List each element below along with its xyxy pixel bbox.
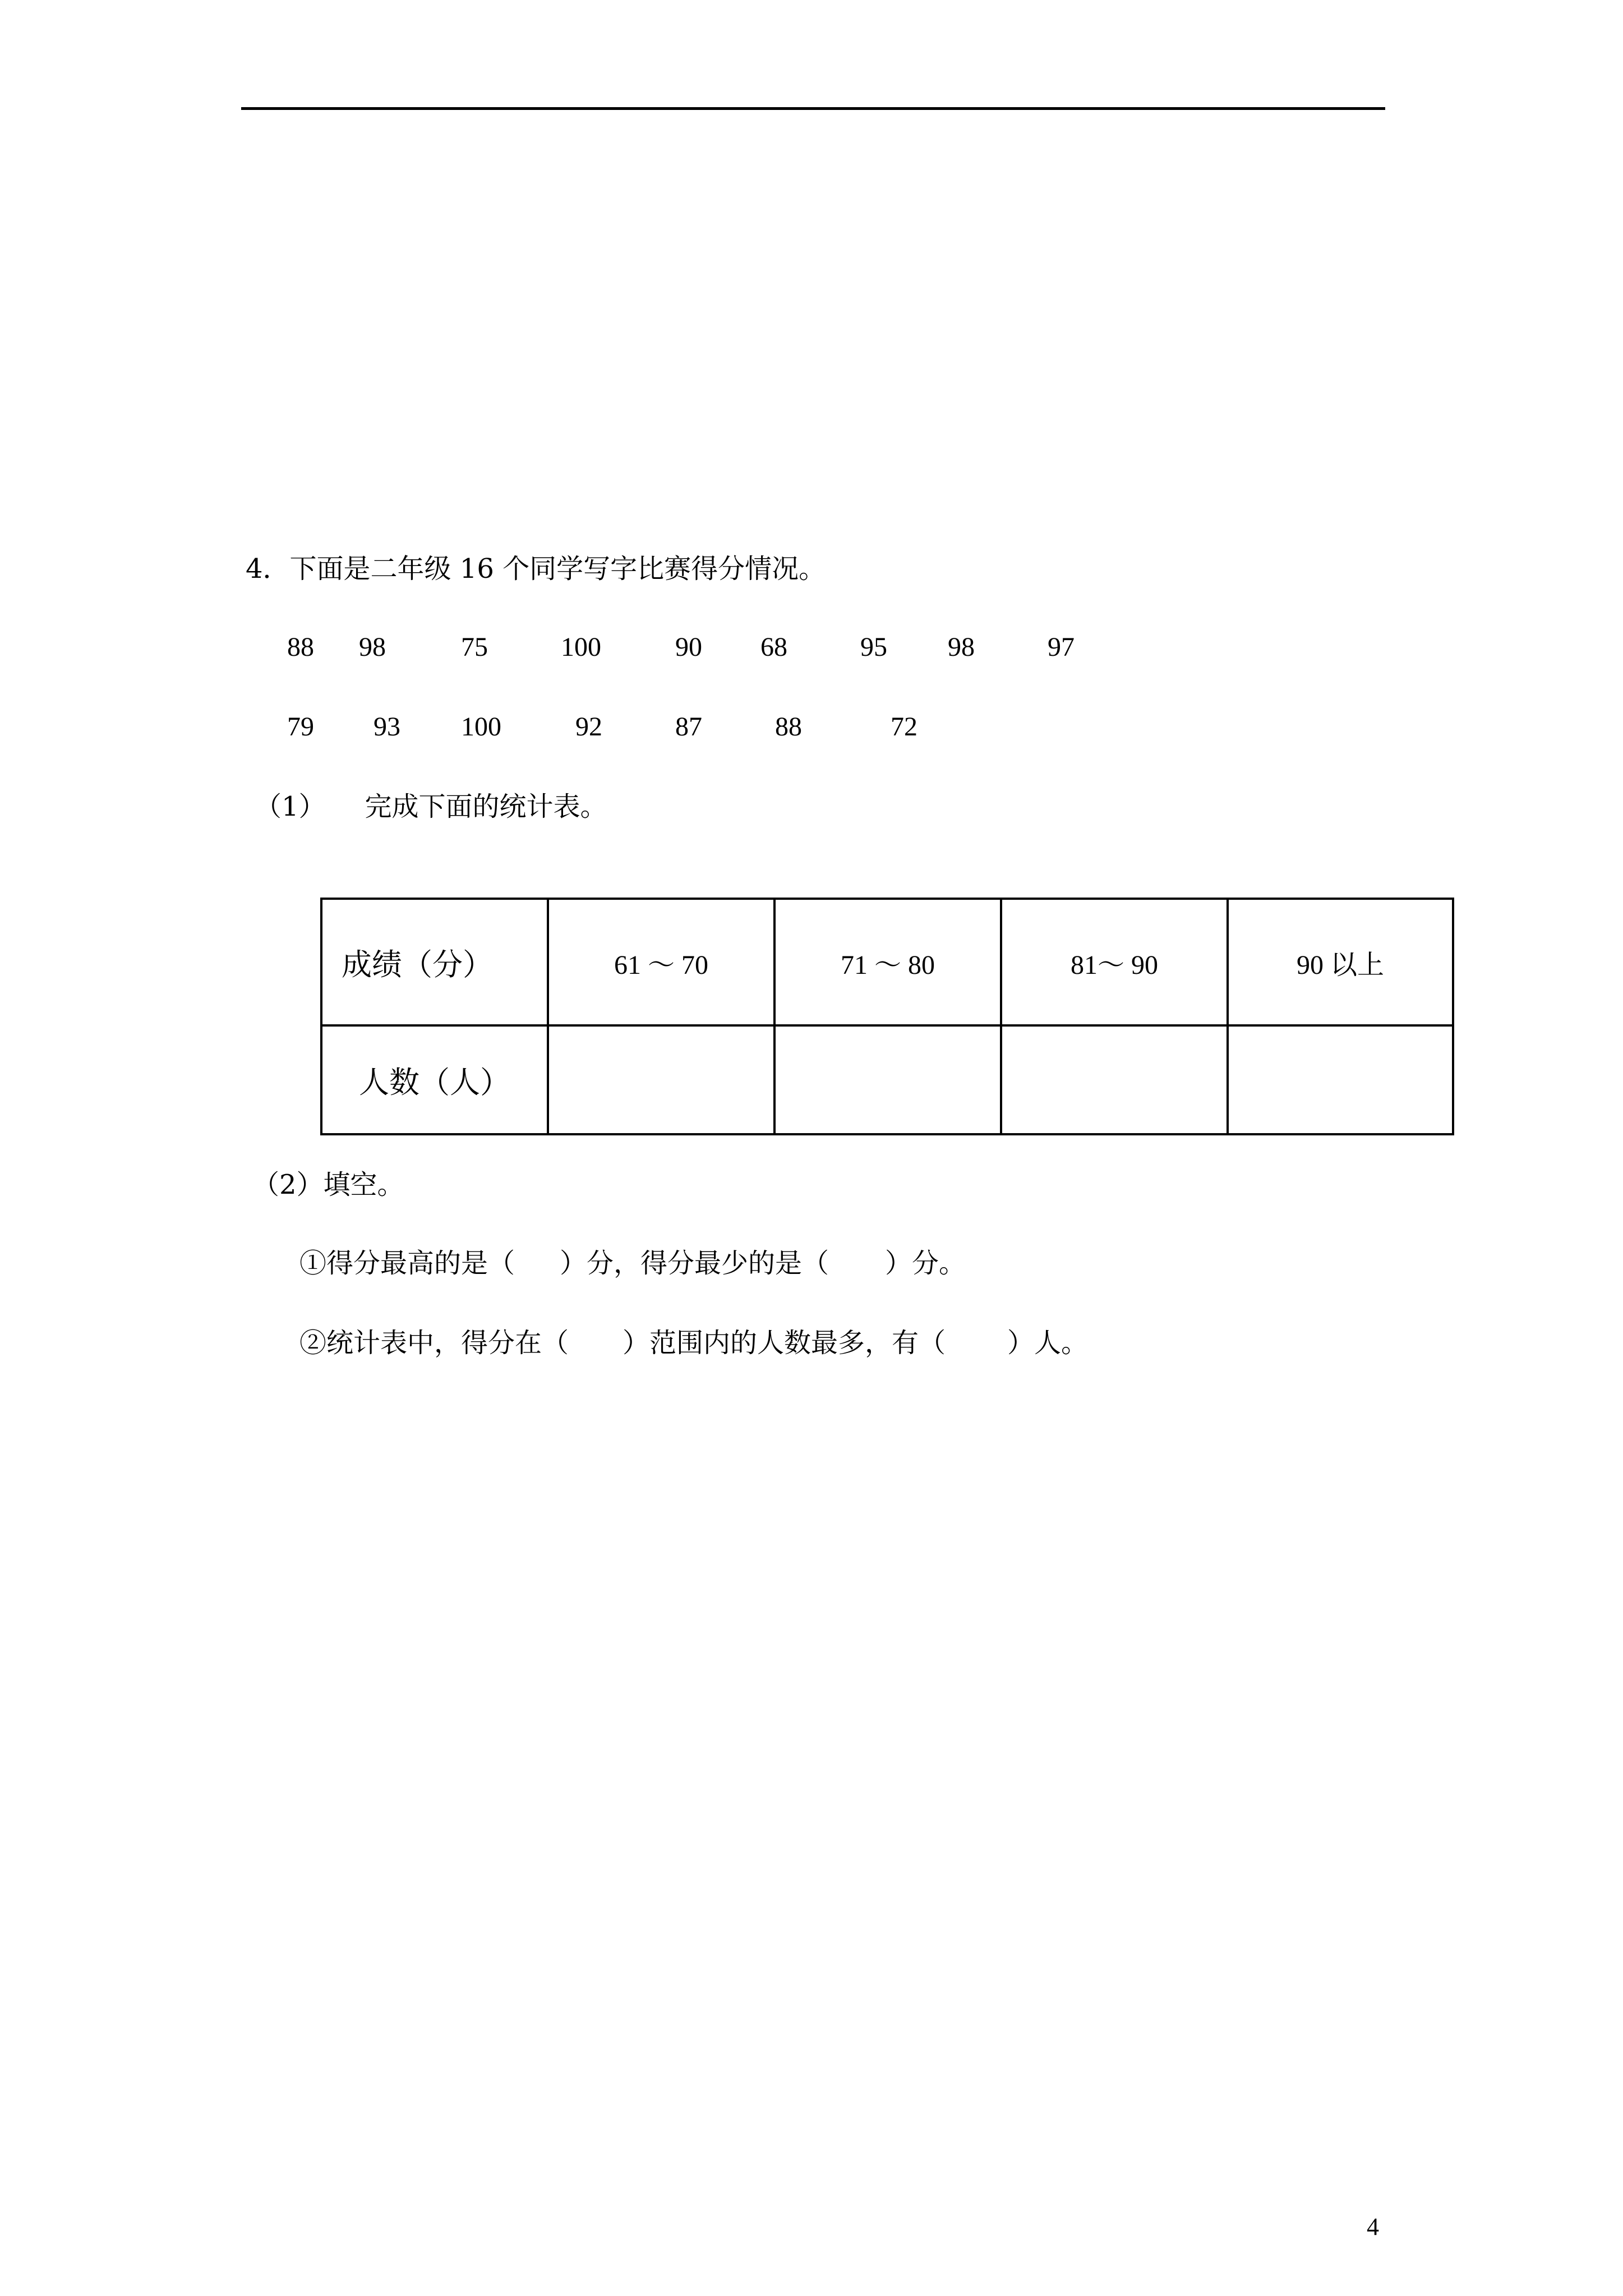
count-cell <box>1228 1025 1453 1134</box>
stats-table <box>320 898 1454 1135</box>
part1-heading <box>255 790 607 823</box>
part2-label: （2） <box>252 1169 324 1200</box>
score-value: 68 <box>760 632 787 662</box>
score-value: 100 <box>461 712 501 742</box>
score-value: 75 <box>461 632 488 662</box>
score-value: 72 <box>891 712 917 742</box>
score-value: 98 <box>359 632 386 662</box>
question-number: 4． <box>246 553 290 585</box>
table-row <box>321 1025 1453 1134</box>
page-number: 4 <box>1367 2213 1379 2240</box>
fill-blank-2-part-b: ）范围内的人数最多，有（ <box>623 1327 946 1359</box>
question-title <box>246 552 826 586</box>
question-text: 下面是二年级 16 个同学写字比赛得分情况。 <box>289 553 826 585</box>
score-value: 95 <box>860 632 887 662</box>
fill-blank-1 <box>299 1246 966 1280</box>
score-value: 97 <box>1048 632 1075 662</box>
part1-label: （1） <box>255 791 326 822</box>
fill-blank-1-part-a: ①得分最高的是（ <box>299 1248 515 1279</box>
part1-text: 完成下面的统计表。 <box>365 791 607 822</box>
range-cell: 90 以上 <box>1228 899 1453 1025</box>
table-row <box>321 899 1453 1025</box>
score-value: 92 <box>575 712 602 742</box>
score-value: 88 <box>775 712 802 742</box>
fill-blank-2-part-c: ）人。 <box>1007 1327 1089 1359</box>
count-cell <box>548 1025 774 1134</box>
score-value: 87 <box>675 712 702 742</box>
count-header-cell: 人数（人） <box>321 1025 548 1134</box>
part2-heading <box>252 1168 404 1202</box>
fill-blank-1-part-c: ）分。 <box>885 1248 966 1279</box>
count-cell <box>1001 1025 1228 1134</box>
score-value: 93 <box>374 712 400 742</box>
range-cell: 71 ～ 80 <box>774 899 1001 1025</box>
range-cell: 61 ～ 70 <box>548 899 774 1025</box>
score-value: 100 <box>561 632 601 662</box>
score-value: 90 <box>675 632 702 662</box>
part2-text: 填空。 <box>323 1169 404 1200</box>
count-cell <box>774 1025 1001 1134</box>
fill-blank-2-part-a: ②统计表中，得分在（ <box>299 1327 569 1359</box>
score-header-cell: 成绩（分） <box>321 899 548 1025</box>
header-rule <box>241 107 1385 110</box>
fill-blank-2 <box>299 1326 1088 1360</box>
score-value: 98 <box>948 632 975 662</box>
score-value: 88 <box>287 632 314 662</box>
range-cell: 81～ 90 <box>1001 899 1228 1025</box>
score-value: 79 <box>287 712 314 742</box>
fill-blank-1-part-b: ）分，得分最少的是（ <box>560 1248 829 1279</box>
